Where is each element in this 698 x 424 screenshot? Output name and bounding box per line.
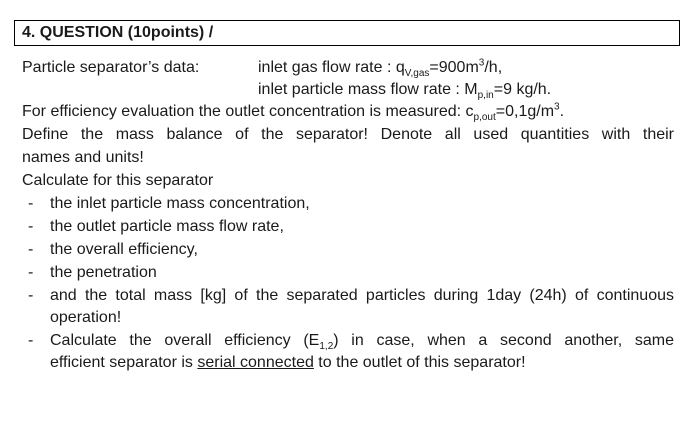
bullet-dash: - [28,218,34,235]
mass-flow-value: =9 kg/h. [493,81,552,98]
efficiency-prefix: For efficiency evaluation the outlet concentration is measured: c [22,103,474,120]
bullet-dash: - [28,264,34,281]
last-bullet-part1: Calculate the overall efficiency (E [50,332,320,349]
last-bullet-line2-suffix: to the outlet of this separator! [313,354,526,371]
bullet-item: the overall efficiency, [50,241,198,258]
efficiency-sub: p,out [473,112,496,124]
bullet-dash: - [28,287,34,304]
serial-connected-underlined: serial connected [197,354,314,371]
gas-flow-sub: V,gas [404,68,430,80]
bullet-dash: - [28,332,34,349]
gas-flow-sup: 3 [478,57,485,69]
question-title: 4. QUESTION (10points) / [22,24,214,41]
last-bullet-line-2 [50,353,526,373]
data-label: Particle separator’s data: [22,59,200,76]
gas-flow-unit: /h, [484,59,503,76]
bullet-item: the penetration [50,264,157,281]
last-bullet-part2: ) in case, when a second another, same [333,332,675,349]
bullet-dash: - [28,241,34,258]
gas-flow-value: =900m [429,59,479,76]
mass-flow-line [258,80,551,100]
last-bullet-sub: 1,2 [319,341,334,353]
efficiency-sup: 3 [554,101,560,113]
efficiency-end: . [559,103,565,120]
define-line-1: Define the mass balance of the separator! Denote all used quantities with their [22,126,674,143]
define-line-2: names and units! [22,149,144,166]
bullet-item-continuation: operation! [50,309,122,326]
last-bullet-line2-prefix: efficient separator is [50,354,198,371]
mass-flow-sub: p,in [477,90,494,102]
mass-flow-prefix: inlet particle mass flow rate : M [258,81,478,98]
bullet-item: the outlet particle mass flow rate, [50,218,284,235]
last-bullet-line-1 [50,331,674,351]
efficiency-value: =0,1g/m [495,103,555,120]
calculate-intro: Calculate for this separator [22,172,214,189]
bullet-item: and the total mass [kg] of the separated particles during 1day (24h) of continuous [50,287,674,304]
gas-flow-line [258,58,502,78]
bullet-item: the inlet particle mass concentration, [50,195,310,212]
gas-flow-prefix: inlet gas flow rate : q [258,59,405,76]
question-header-box [14,20,680,46]
efficiency-line [22,102,564,122]
bullet-dash: - [28,195,34,212]
